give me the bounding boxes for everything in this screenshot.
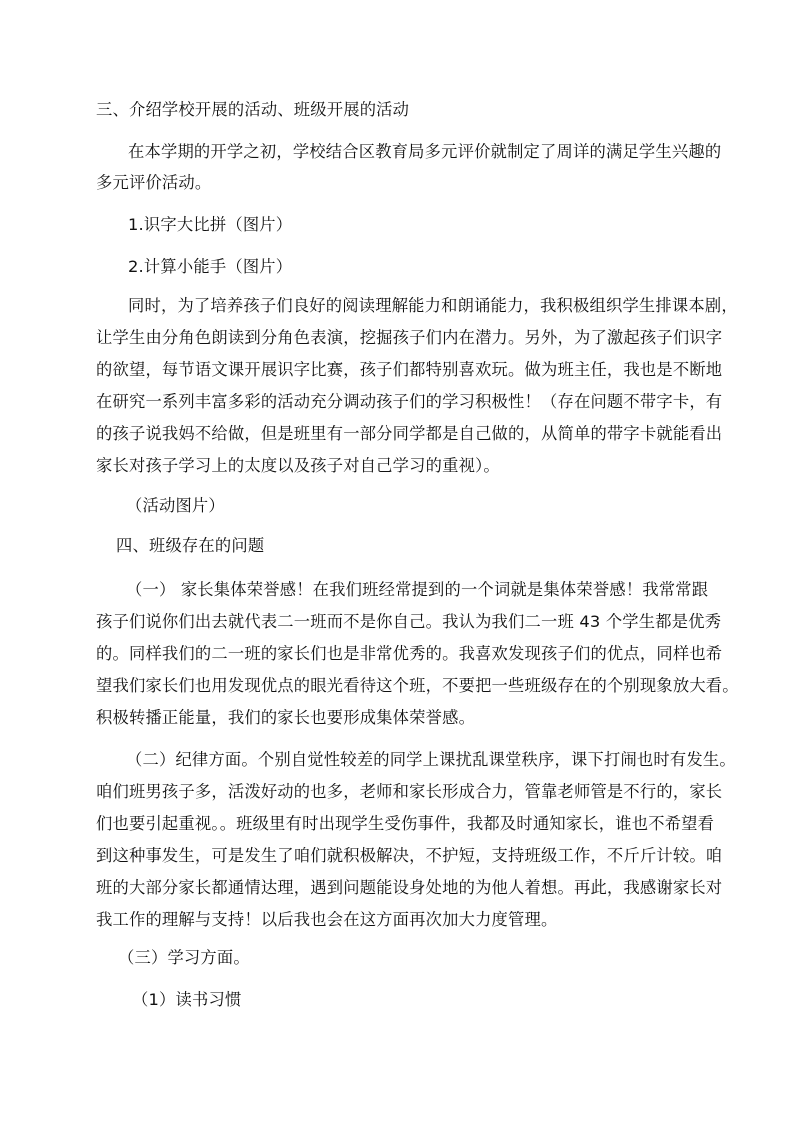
part-1-line-5: 积极转播正能量，我们的家长也要形成集体荣誉感。 [96,708,476,727]
part-2-line-2: 咱们班男孩子多，活泼好动的也多，老师和家长形成合力，管靠老师管是不行的，家长 [96,782,723,801]
list-item-calculation: 2.计算小能手（图片） [128,257,293,276]
part-2-line-1: （二）纪律方面。个别自觉性较差的同学上课扰乱课堂秩序，课下打闹也时有发生。 [126,750,736,769]
part-1-line-4: 望我们家长们也用发现优点的眼光看待这个班，不要把一些班级存在的个别现象放大看。 [96,676,739,695]
list-item-literacy: 1.识字大比拼（图片） [128,215,293,234]
part-2-line-6: 我工作的理解与支持！以后我也会在这方面再次加大力度管理。 [96,910,558,929]
part-1-line-3: 的。同样我们的二一班的家长们也是非常优秀的。我喜欢发现孩子们的优点，同样也希 [96,644,723,663]
section-4-heading: 四、班级存在的问题 [116,536,265,555]
part-1-line-2: 孩子们说你们出去就代表二一班而不是你自己。我认为我们二一班 43 个学生都是优秀 [96,612,722,631]
part-2-line-4: 到这种事发生，可是发生了咱们就积极解决，不护短，支持班级工作，不斤斤计较。咱 [96,846,723,865]
part-3-heading: （三）学习方面。 [118,948,250,967]
section-3-para-line-1: 同时，为了培养孩子们良好的阅读理解能力和朗诵能力，我积极组织学生排课本剧， [128,296,738,315]
activity-pictures-label: （活动图片） [126,496,225,515]
section-3-heading: 三、介绍学校开展的活动、班级开展的活动 [96,100,410,119]
section-3-para-line-2: 让学生由分角色朗读到分角色表演，挖掘孩子们内在潜力。另外，为了激起孩子们识字 [96,328,723,347]
section-3-intro-line-1: 在本学期的开学之初，学校结合区教育局多元评价就制定了周详的满足学生兴趣的 [128,142,722,161]
part-2-line-3: 们也要引起重视。。班级里有时出现学生受伤事件，我都及时通知家长，谁也不希望看 [96,814,715,833]
section-3-para-line-6: 家长对孩子学习上的太度以及孩子对自己学习的重视）。 [96,456,500,475]
section-3-para-line-5: 的孩子说我妈不给做，但是班里有一部分同学都是自己做的，从简单的带字卡就能看出 [96,424,723,443]
part-1-line-1: （一） 家长集体荣誉感！在我们班经常提到的一个词就是集体荣誉感！我常常跟 [126,580,709,599]
section-3-para-line-4: 在研究一系列丰富多彩的活动充分调动孩子们的学习积极性！（存在问题不带字卡，有 [96,392,723,411]
part-2-line-5: 班的大部分家长都通情达理，遇到问题能设身处地的为他人着想。再此，我感谢家长对 [96,878,723,897]
section-3-para-line-3: 的欲望，每节语文课开展识字比赛，孩子们都特别喜欢玩。做为班主任，我也是不断地 [96,360,723,379]
part-3-subheading: （1）读书习惯 [132,990,242,1009]
section-3-intro-line-2: 多元评价活动。 [96,173,212,192]
